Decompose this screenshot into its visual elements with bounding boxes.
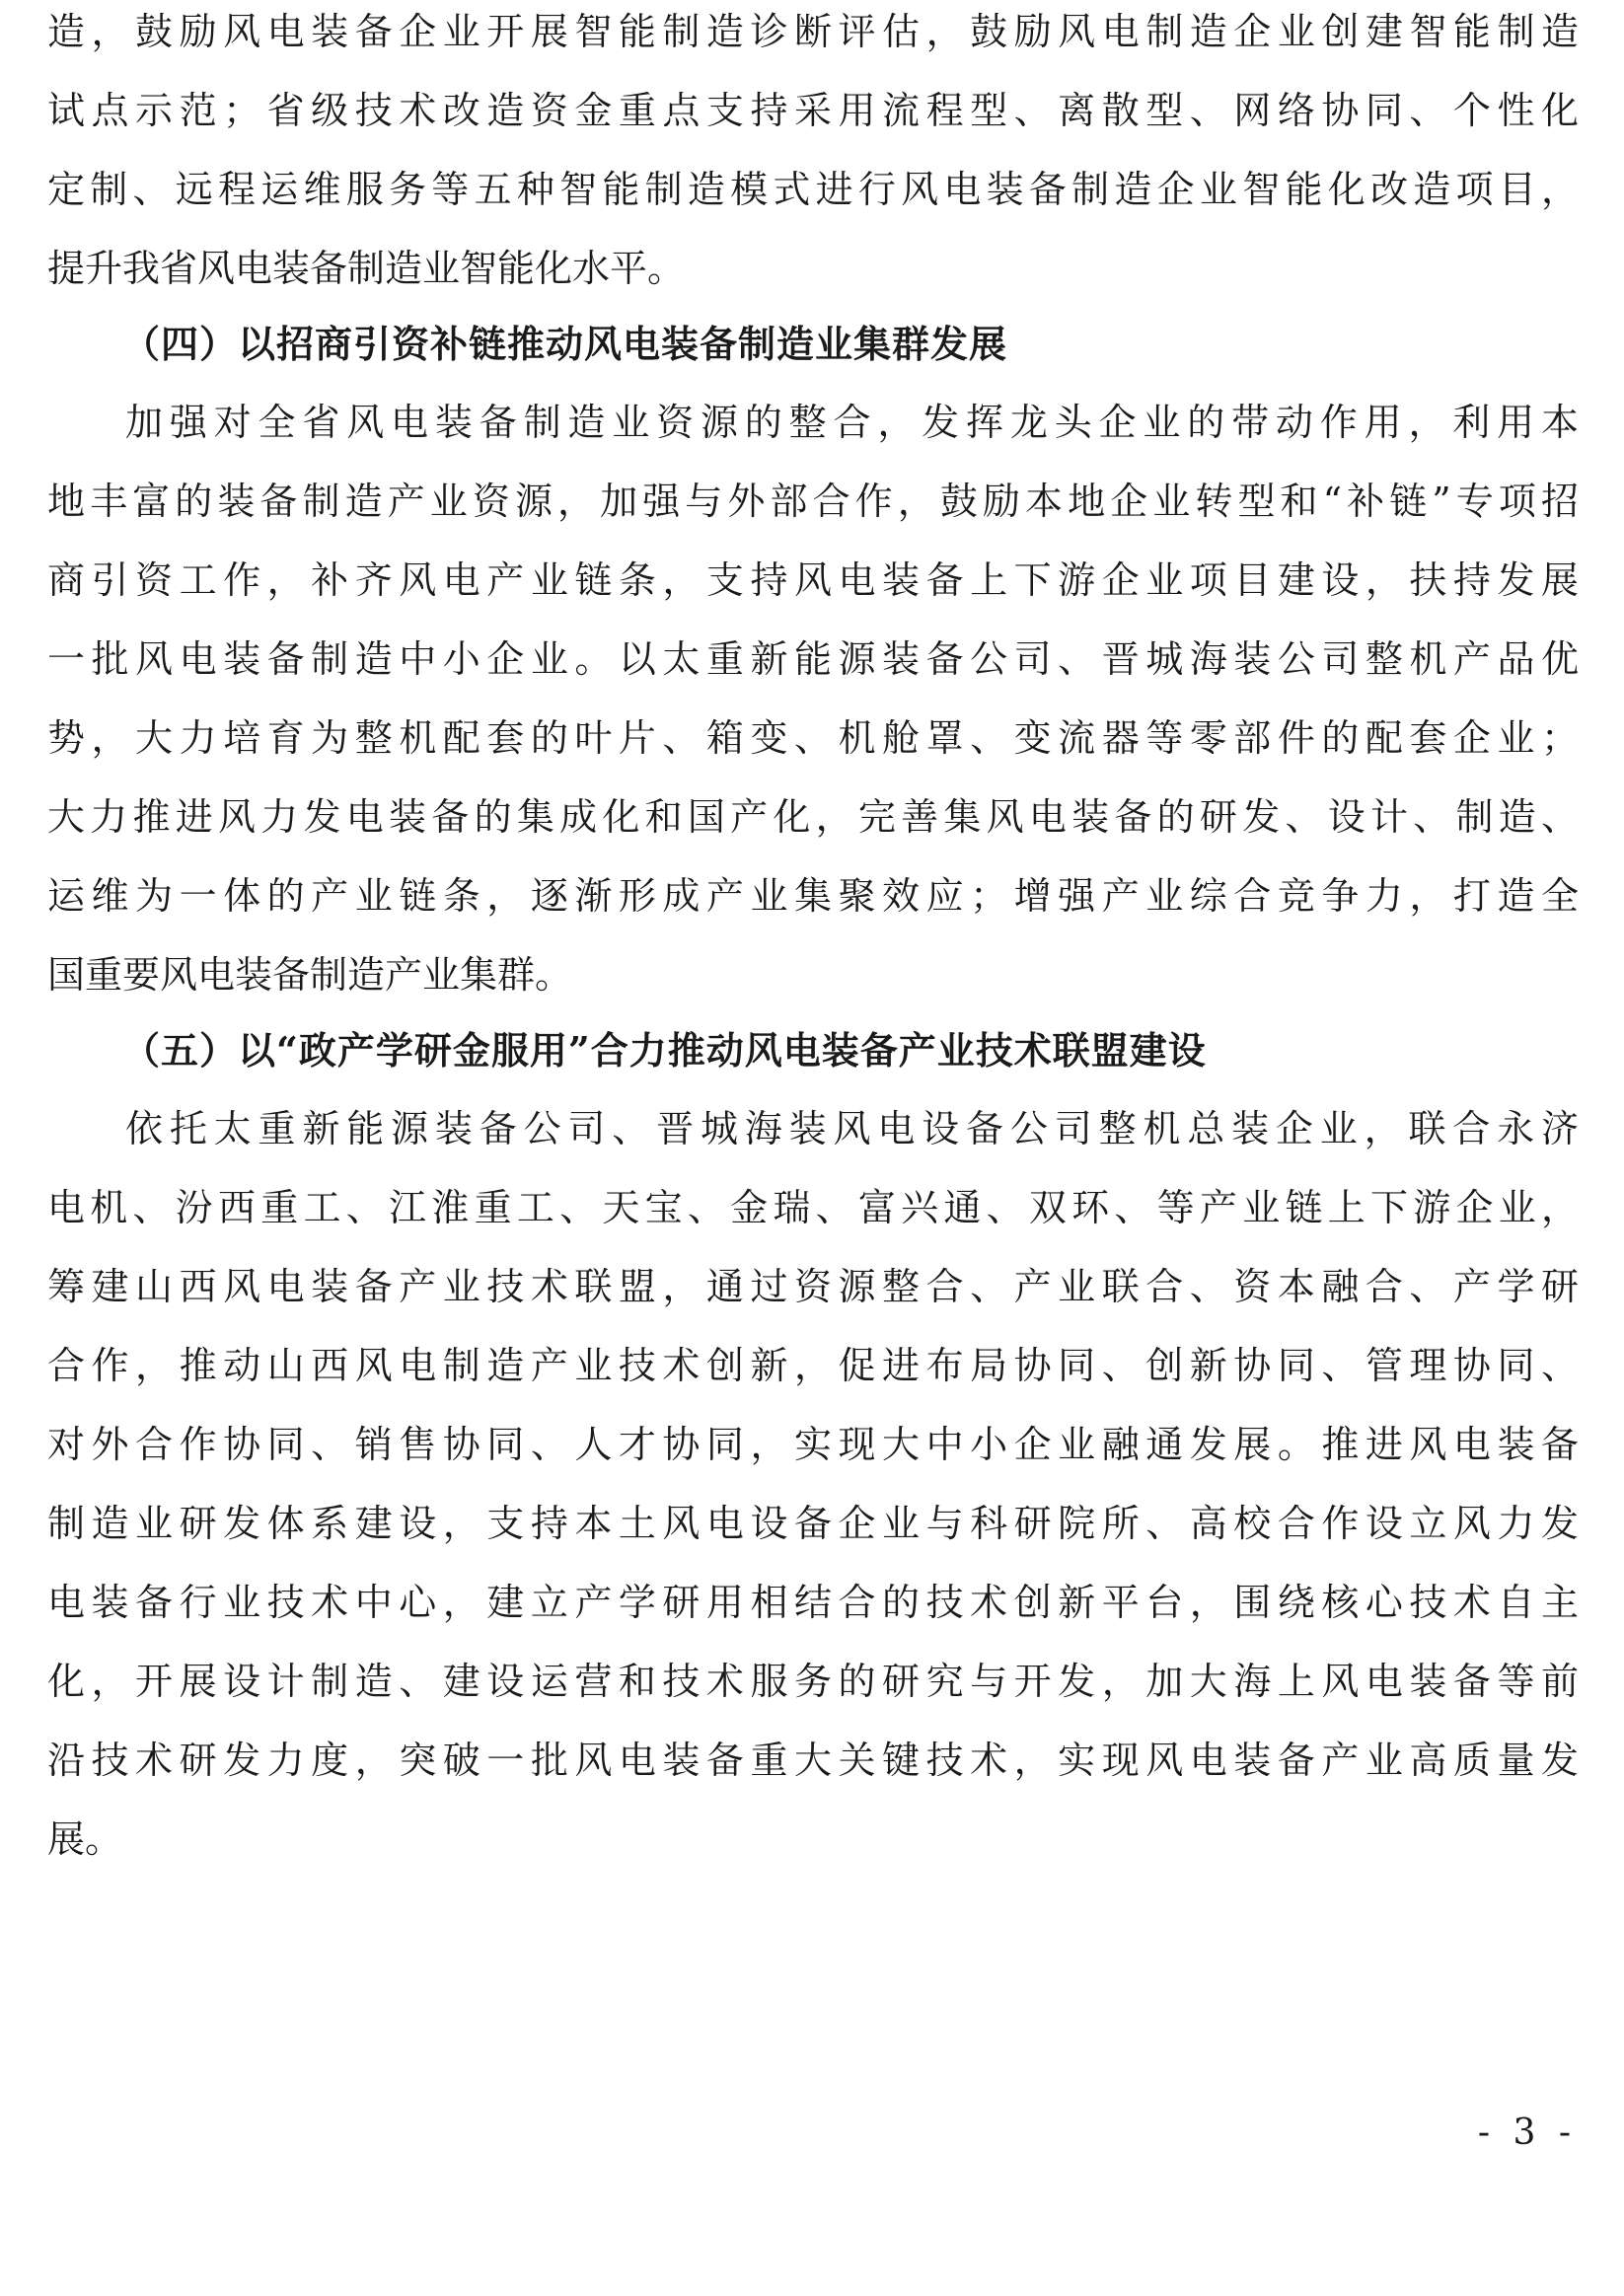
- text-line: 试点示范；省级技术改造资金重点支持采用流程型、离散型、网络协同、个性化: [47, 89, 1579, 132]
- text-line: 定制、远程运维服务等五种智能制造模式进行风电装备制造企业智能化改造项目，: [47, 168, 1579, 211]
- text-line: 沿技术研发力度，突破一批风电装备重大关键技术，实现风电装备产业高质量发: [47, 1739, 1579, 1782]
- text-line: 一批风电装备制造中小企业。以太重新能源装备公司、晋城海装公司整机产品优: [47, 637, 1579, 681]
- text-line: 大力推进风力发电装备的集成化和国产化，完善集风电装备的研发、设计、制造、: [47, 795, 1579, 839]
- page-number: - 3 -: [1477, 2112, 1577, 2153]
- text-line: 电装备行业技术中心，建立产学研用相结合的技术创新平台，围绕核心技术自主: [47, 1581, 1579, 1624]
- text-line: 运维为一体的产业链条，逐渐形成产业集聚效应；增强产业综合竞争力，打造全: [47, 874, 1579, 918]
- text-line: 加强对全省风电装备制造业资源的整合，发挥龙头企业的带动作用，利用本: [125, 401, 1579, 444]
- section-heading-4: （四）以招商引资补链推动风电装备制造业集群发展: [122, 322, 1008, 366]
- text-line: 合作，推动山西风电制造产业技术创新，促进布局协同、创新协同、管理协同、: [47, 1344, 1579, 1387]
- section-heading-5: （五）以“政产学研金服用”合力推动风电装备产业技术联盟建设: [122, 1028, 1207, 1073]
- text-line: 筹建山西风电装备产业技术联盟，通过资源整合、产业联合、资本融合、产学研: [47, 1265, 1579, 1308]
- text-line: 地丰富的装备制造产业资源，加强与外部合作，鼓励本地企业转型和“补链”专项招: [47, 480, 1579, 523]
- text-line: 依托太重新能源装备公司、晋城海装风电设备公司整机总装企业，联合永济: [125, 1107, 1579, 1150]
- text-line: 化，开展设计制造、建设运营和技术服务的研究与开发，加大海上风电装备等前: [47, 1660, 1579, 1703]
- text-line: 展。: [47, 1817, 123, 1861]
- text-line: 国重要风电装备制造产业集群。: [47, 953, 573, 997]
- text-line: 提升我省风电装备制造业智能化水平。: [47, 247, 686, 290]
- text-line: 商引资工作，补齐风电产业链条，支持风电装备上下游企业项目建设，扶持发展: [47, 558, 1579, 602]
- text-line: 造，鼓励风电装备企业开展智能制造诊断评估，鼓励风电制造企业创建智能制造: [47, 10, 1579, 53]
- text-line: 制造业研发体系建设，支持本土风电设备企业与科研院所、高校合作设立风力发: [47, 1502, 1579, 1545]
- text-line: 势，大力培育为整机配套的叶片、箱变、机舱罩、变流器等零部件的配套企业；: [47, 716, 1579, 760]
- text-line: 对外合作协同、销售协同、人才协同，实现大中小企业融通发展。推进风电装备: [47, 1423, 1579, 1466]
- text-line: 电机、汾西重工、江淮重工、天宝、金瑞、富兴通、双环、等产业链上下游企业，: [47, 1186, 1579, 1229]
